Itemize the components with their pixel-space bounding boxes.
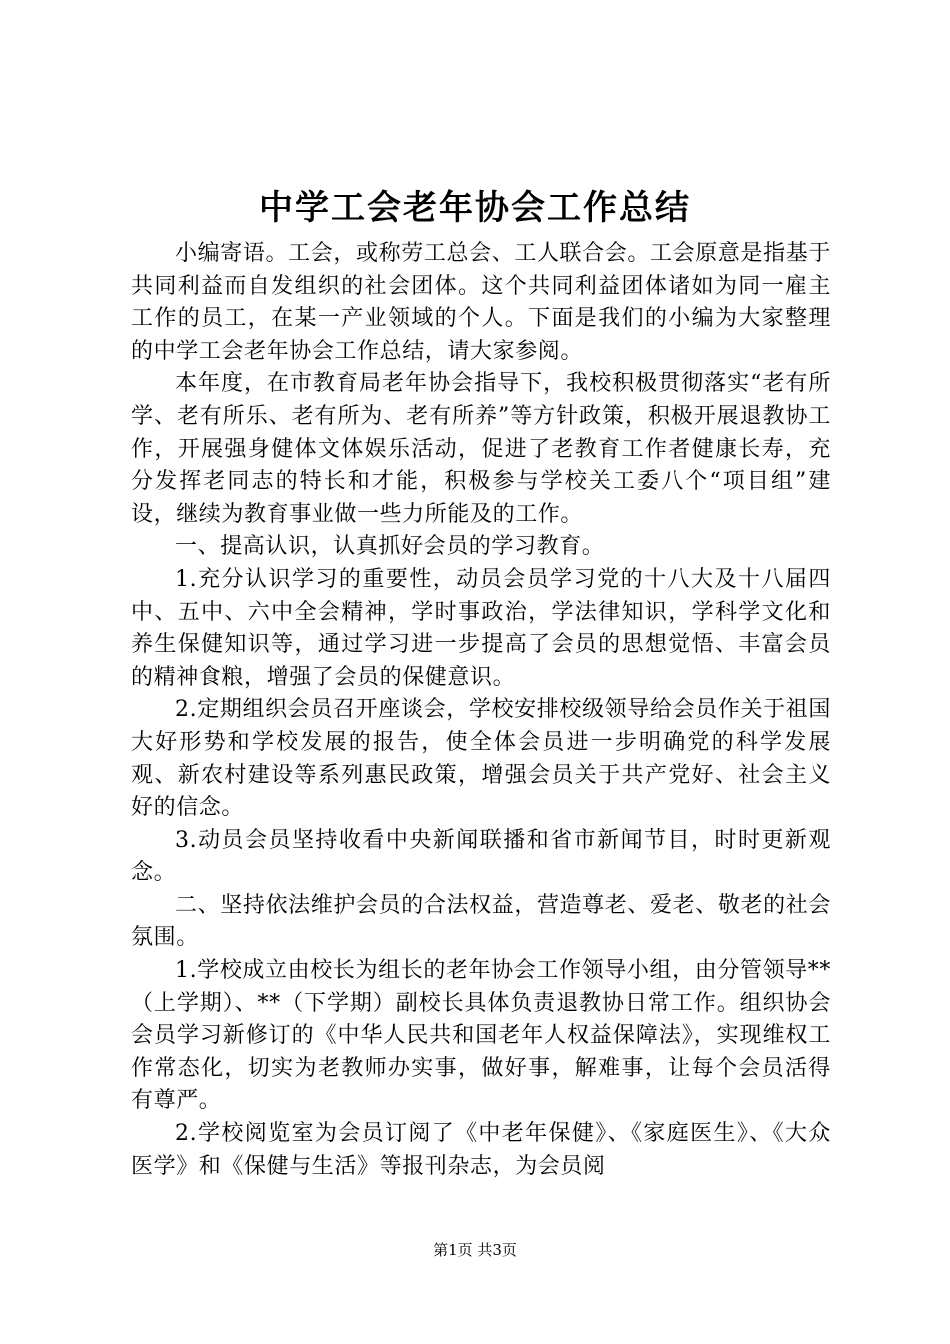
page-number-footer: 第1页 共3页	[433, 1241, 517, 1259]
paragraph-2-1: 1.学校成立由校长为组长的老年协会工作领导小组，由分管领导**（上学期）、**（下学期）副校长具体负责退教协日常工作。组织协会会员学习新修订的《中华人民共和国老年人权益保障法》，实现维权工作常态化，切实为老教师办实事，做好事，解难事，让每个会员活得有尊严。	[131, 958, 831, 1114]
section-heading-2: 二、坚持依法维护会员的合法权益，营造尊老、爱老、敬老的社会氛围。	[131, 892, 831, 951]
paragraph-1-1: 1.充分认识学习的重要性，动员会员学习党的十八大及十八届四中、五中、六中全会精神，学时事政治，学法律知识，学科学文化和养生保健知识等，通过学习进一步提高了会员的思想觉悟、丰富会员的精神食粮，增强了会员的保健意识。	[131, 566, 831, 690]
paragraph-2-2: 2.学校阅览室为会员订阅了《中老年保健》、《家庭医生》、《大众医学》和《保健与生活》等报刊杂志，为会员阅	[131, 1121, 831, 1179]
document-title: 中学工会老年协会工作总结	[259, 188, 691, 228]
section-heading-1: 一、提高认识，认真抓好会员的学习教育。	[175, 534, 605, 560]
document-body	[131, 238, 831, 1183]
paragraph-1-3: 3.动员会员坚持收看中央新闻联播和省市新闻节目，时时更新观念。	[131, 827, 831, 886]
paragraph-intro: 小编寄语。工会，或称劳工总会、工人联合会。工会原意是指基于共同利益而自发组织的社会团体。这个共同利益团体诸如为同一雇主工作的员工，在某一产业领域的个人。下面是我们的小编为大家整理的中学工会老年协会工作总结，请大家参阅。	[131, 241, 831, 364]
paragraph-1-2: 2.定期组织会员召开座谈会，学校安排校级领导给会员作关于祖国大好形势和学校发展的报告，使全体会员进一步明确党的科学发展观、新农村建设等系列惠民政策，增强会员关于共产党好、社会主义好的信念。	[131, 697, 831, 821]
paragraph-overview: 本年度，在市教育局老年协会指导下，我校积极贯彻落实“老有所学、老有所乐、老有所为、老有所养”等方针政策，积极开展退教协工作，开展强身健体文体娱乐活动，促进了老教育工作者健康长寿，充分发挥老同志的特长和才能，积极参与学校关工委八个“项目组”建设，继续为教育事业做一些力所能及的工作。	[131, 371, 831, 527]
